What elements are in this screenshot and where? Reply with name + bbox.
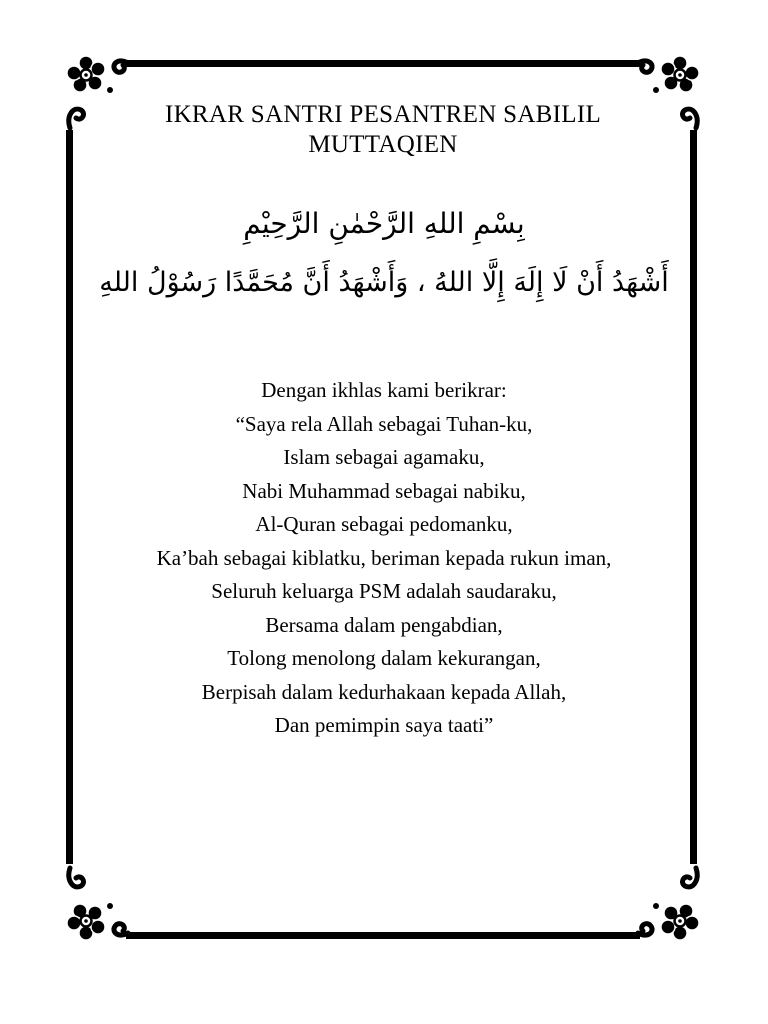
frame-border-left xyxy=(66,130,73,864)
shahada-arabic-text: أَشْهَدُ أَنْ لَا إِلَهَ إِلَّا اللهُ ، وَأَشْهَدُ أَنَّ مُحَمَّدًا رَسُوْلُ اللهِ xyxy=(99,267,669,298)
pledge-text xyxy=(84,374,684,743)
frame-border-top xyxy=(126,60,640,67)
pledge-line: Ka’bah sebagai kiblatku, beriman kepada rukun iman, xyxy=(156,545,612,570)
pledge-line: Islam sebagai agamaku, xyxy=(283,445,485,469)
pledge-line: Dengan ikhlas kami berikrar: xyxy=(261,378,507,402)
frame-border-bottom xyxy=(126,932,640,939)
corner-ornament-icon xyxy=(58,862,142,952)
pledge-line: Al-Quran sebagai pedomanku, xyxy=(255,512,513,536)
pledge-line: “Saya rela Allah sebagai Tuhan-ku, xyxy=(235,411,533,436)
document-title: IKRAR SANTRI PESANTREN SABILIL MUTTAQIEN xyxy=(164,101,602,158)
pledge-line: Tolong menolong dalam kekurangan, xyxy=(227,646,541,670)
corner-ornament-icon xyxy=(624,862,708,952)
pledge-line: Seluruh keluarga PSM adalah saudaraku, xyxy=(211,579,557,603)
pledge-line: Bersama dalam pengabdian, xyxy=(265,612,503,637)
frame-border-right xyxy=(690,130,697,864)
pledge-line: Dan pemimpin saya taati” xyxy=(274,713,494,737)
pledge-line: Berpisah dalam kedurhakaan kepada Allah, xyxy=(201,679,567,704)
pledge-line: Nabi Muhammad sebagai nabiku, xyxy=(242,478,526,503)
basmala-arabic-text: بِسْمِ اللهِ الرَّحْمٰنِ الرَّحِيْمِ xyxy=(243,207,525,240)
